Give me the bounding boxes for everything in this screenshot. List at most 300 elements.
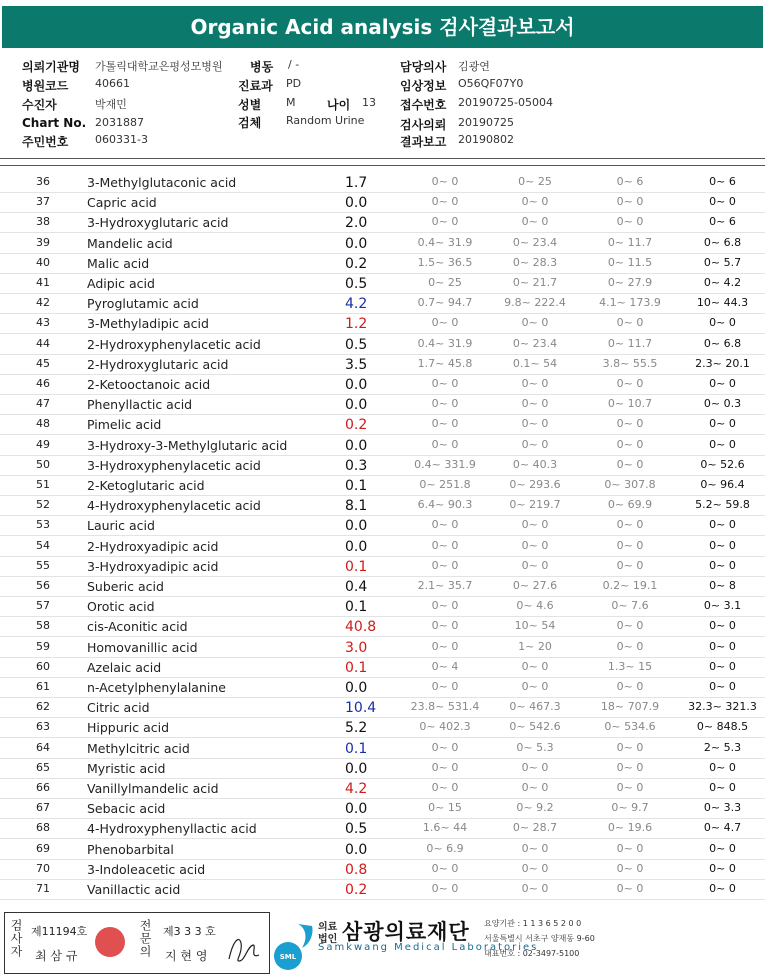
reference-range-2: 0~ 542.6 [509,720,561,734]
row-number: 38 [36,215,50,229]
table-row [0,738,765,759]
reference-range-4: 0~ 0 [709,841,736,855]
reference-range-4: 0~ 3.3 [703,801,742,815]
reference-range-1: 0~ 0 [431,518,459,532]
analyte-name: Myristic acid [87,760,166,776]
reference-range-1: 23.8~ 531.4 [410,700,480,714]
analyte-name: Lauric acid [87,518,155,534]
reference-range-4: 0~ 0 [709,781,736,794]
header-divider [0,158,765,159]
analyte-name: Suberic acid [87,579,164,594]
result-value: 0.0 [345,518,368,535]
analyte-name: 4-Hydroxyphenylacetic acid [87,498,261,514]
reference-range-2: 0~ 25 [518,175,552,188]
reference-range-4: 0~ 52.6 [700,457,745,471]
reference-range-1: 0~ 402.3 [419,720,471,734]
analyte-name: Phenyllactic acid [87,397,193,413]
reference-range-4: 0~ 0 [709,619,736,633]
row-number: 49 [36,437,50,451]
reference-range-4: 0~ 0 [709,538,736,552]
reference-range-1: 0~ 0 [431,760,459,774]
table-row [0,354,765,375]
inspector-seal-icon [95,927,125,957]
table-row [0,879,765,900]
reference-range-1: 6.4~ 90.3 [417,498,473,512]
row-number: 62 [36,700,50,714]
result-value: 4.2 [345,781,368,797]
row-number: 57 [36,599,50,613]
org-address: 서울특별시 서초구 양재동 9-60 [484,934,595,943]
reference-range-2: 9.8~ 222.4 [504,296,566,310]
result-value: 1.2 [345,316,368,333]
row-number: 36 [36,175,50,188]
reference-range-4: 0~ 0 [709,882,736,895]
reference-range-2: 0~ 0 [521,215,549,229]
reference-range-1: 1.7~ 45.8 [417,356,473,370]
row-number: 54 [36,538,50,552]
reference-range-1: 0~ 0 [431,437,459,451]
analyte-name: Hippuric acid [87,720,170,736]
reference-range-3: 1.3~ 15 [607,659,653,673]
reference-range-2: 0~ 0 [521,781,549,794]
analyte-name: Mandelic acid [87,235,173,251]
analyte-name: 3-Hydroxyphenylacetic acid [87,457,261,473]
reference-range-2: 1~ 20 [518,639,552,653]
row-number: 59 [36,639,50,653]
reference-range-4: 0~ 8 [709,579,736,592]
reference-range-3: 0~ 0 [616,861,644,875]
specimen-label: 검체 [238,116,262,130]
analyte-name: Malic acid [87,255,150,271]
table-row [0,798,765,819]
signature-box [4,912,270,974]
reference-range-4: 0~ 6.8 [703,235,742,249]
ward-value: / - [288,58,300,71]
analyte-name: Pimelic acid [87,417,162,433]
reference-range-3: 4.1~ 173.9 [599,296,661,310]
specialist-name: 지 현 영 [165,949,208,963]
result-value: 0.0 [345,437,368,454]
reference-range-1: 0~ 6.9 [426,841,464,855]
patient-info-section [0,56,765,152]
table-row [0,475,765,496]
table-row [0,677,765,698]
reference-range-3: 0~ 0 [616,377,644,390]
result-value: 0.8 [345,861,368,878]
report-title-bar [0,0,765,52]
reference-range-1: 0~ 0 [431,538,459,552]
row-number: 44 [36,336,50,350]
table-row [0,637,765,658]
table-row [0,313,765,334]
reference-range-2: 0~ 0 [521,538,549,552]
result-value: 0.0 [345,760,368,777]
reference-range-3: 0~ 0 [616,195,644,209]
row-number: 63 [36,720,50,734]
reference-range-1: 0~ 25 [428,276,462,289]
reference-range-4: 0~ 6.8 [703,336,742,350]
resident-no-label: 주민번호 [22,135,69,149]
reference-range-1: 0.4~ 31.9 [417,336,473,350]
row-number: 51 [36,478,50,491]
row-number: 56 [36,579,50,592]
reference-range-1: 0~ 251.8 [419,478,471,491]
reference-range-2: 0~ 0 [521,316,549,330]
reference-range-3: 0~ 0 [616,841,644,855]
reference-range-4: 0~ 0.3 [703,397,742,411]
result-value: 3.0 [345,639,368,656]
reference-range-4: 0~ 3.1 [703,599,742,613]
row-number: 68 [36,821,50,835]
row-number: 64 [36,740,50,754]
reference-range-3: 0~ 9.7 [611,801,649,815]
reference-range-1: 0~ 0 [431,195,459,209]
table-row [0,374,765,395]
reference-range-2: 0~ 0 [521,841,549,855]
table-row [0,334,765,355]
result-value: 0.1 [345,558,368,575]
reference-range-1: 0.4~ 31.9 [417,235,473,249]
result-value: 0.5 [345,336,368,353]
row-number: 46 [36,377,50,390]
clinical-info-label: 임상정보 [400,79,447,93]
analyte-name: 3-Methyladipic acid [87,316,209,332]
reference-range-3: 0~ 19.6 [607,821,653,835]
result-value: 0.0 [345,377,368,393]
reference-range-4: 0~ 0 [709,437,736,451]
reference-range-1: 1.6~ 44 [422,821,468,835]
reference-range-4: 10~ 44.3 [696,296,749,310]
reference-range-2: 10~ 54 [514,619,556,633]
institution-label: 의뢰기관명 [22,60,80,74]
reference-range-2: 0~ 293.6 [509,478,561,491]
reference-range-4: 2.3~ 20.1 [695,356,750,370]
reference-range-1: 0~ 0 [431,215,459,229]
analyte-name: 2-Hydroxyglutaric acid [87,356,229,372]
table-row [0,576,765,597]
row-number: 42 [36,296,50,310]
row-number: 58 [36,619,50,633]
row-number: 45 [36,356,50,370]
reference-range-3: 0~ 11.5 [607,255,653,269]
reference-range-3: 18~ 707.9 [600,700,660,714]
receipt-no-value: 20190725-05004 [458,96,553,109]
dept-label: 진료과 [238,79,273,93]
analyte-name: Azelaic acid [87,659,162,675]
reference-range-4: 32.3~ 321.3 [688,700,757,714]
reference-range-2: 0~ 0 [521,397,549,411]
reference-range-1: 0~ 15 [428,801,462,815]
reference-range-4: 0~ 4.7 [703,821,742,835]
reference-range-2: 0~ 0 [521,518,549,532]
reference-range-1: 0~ 0 [431,639,459,653]
dept-value: PD [286,77,302,90]
table-row [0,273,765,294]
analyte-name: Homovanillic acid [87,639,198,655]
result-value: 0.4 [345,579,368,595]
header-divider-2 [0,165,765,166]
result-value: 0.5 [345,276,368,292]
reference-range-1: 0~ 0 [431,740,459,754]
reference-range-4: 0~ 848.5 [696,720,749,734]
reference-range-1: 2.1~ 35.7 [417,579,473,592]
reference-range-3: 0~ 0 [616,538,644,552]
row-number: 40 [36,255,50,269]
result-value: 0.0 [345,801,368,818]
reference-range-4: 0~ 0 [709,377,736,390]
reference-range-3: 0~ 0 [616,215,644,229]
analyte-name: cis-Aconitic acid [87,619,188,635]
org-name: 삼광의료재단 [342,920,470,944]
analyte-name: 2-Ketoglutaric acid [87,478,205,493]
hospital-code-label: 병원코드 [22,79,69,93]
reference-range-3: 0~ 11.7 [607,336,653,350]
analyte-name: Orotic acid [87,599,155,615]
analyte-name: 3-Hydroxy-3-Methylglutaric acid [87,437,288,453]
reference-range-2: 0~ 0 [521,417,549,431]
age-label: 나이 [327,98,351,112]
table-row [0,717,765,738]
analyte-name: n-Acetylphenylalanine [87,680,226,695]
result-value: 40.8 [345,619,377,636]
reference-range-4: 0~ 0 [709,195,736,209]
table-row [0,839,765,860]
reference-range-2: 0~ 40.3 [512,457,558,471]
specialist-license: 제3 3 3 호 [163,925,216,938]
request-date-value: 20190725 [458,116,514,129]
analyte-name: Methylcitric acid [87,740,190,756]
reference-range-2: 0~ 0 [521,882,549,895]
result-value: 5.2 [345,720,368,737]
table-row [0,253,765,274]
row-number: 55 [36,558,50,572]
reference-range-3: 0~ 0 [616,680,644,693]
institution-value: 가톨릭대학교은평성모병원 [95,60,223,73]
reference-range-2: 0~ 0 [521,760,549,774]
result-value: 0.0 [345,235,368,252]
reference-range-2: 0~ 23.4 [512,336,558,350]
reference-range-1: 0.4~ 331.9 [414,457,476,471]
report-date-label: 결과보고 [400,135,447,149]
reference-range-2: 0.1~ 54 [512,356,558,370]
reference-range-4: 2~ 5.3 [703,740,742,754]
result-value: 0.3 [345,457,368,474]
reference-range-2: 0~ 28.3 [512,255,558,269]
table-row [0,596,765,617]
result-value: 0.2 [345,417,368,434]
table-row [0,616,765,637]
reference-range-2: 0~ 5.3 [516,740,554,754]
doctor-label: 담당의사 [400,60,447,74]
svg-text:SML: SML [279,953,297,961]
analyte-name: Pyroglutamic acid [87,296,199,312]
clinical-info-value: O56QF07Y0 [458,77,524,90]
table-row [0,172,765,193]
sex-value: M [286,96,296,109]
result-value: 0.1 [345,740,368,757]
analyte-name: 2-Hydroxyadipic acid [87,538,219,554]
table-row [0,758,765,779]
reference-range-2: 0~ 0 [521,437,549,451]
org-phone: 대표번호 : 02-3497-5100 [484,949,580,958]
result-value: 0.0 [345,680,368,696]
result-value: 0.0 [345,841,368,858]
reference-range-3: 0~ 6 [616,175,644,188]
analyte-name: Vanillactic acid [87,882,181,897]
care-code: 요양기관 : 1 1 3 6 5 2 0 0 [484,919,582,928]
specialist-label: 전문의 [138,919,152,958]
row-number: 41 [36,276,50,289]
reference-range-3: 0~ 0 [616,518,644,532]
result-value: 10.4 [345,700,377,717]
reference-range-3: 0~ 10.7 [607,397,653,411]
result-value: 0.2 [345,882,368,898]
reference-range-2: 0~ 0 [521,680,549,693]
reference-range-3: 3.8~ 55.5 [602,356,658,370]
reference-range-3: 0~ 11.7 [607,235,653,249]
reference-range-4: 0~ 0 [709,760,736,774]
result-value: 0.5 [345,821,368,838]
table-row [0,435,765,456]
reference-range-1: 1.5~ 36.5 [417,255,473,269]
result-value: 2.0 [345,215,368,232]
row-number: 43 [36,316,50,330]
reference-range-1: 0~ 0 [431,882,459,895]
reference-range-1: 0~ 0 [431,417,459,431]
analyte-name: Capric acid [87,195,157,211]
reference-range-2: 0~ 219.7 [509,498,561,512]
reference-range-2: 0~ 28.7 [512,821,558,835]
result-value: 0.1 [345,599,368,616]
reference-range-3: 0~ 0 [616,619,644,633]
reference-range-2: 0~ 4.6 [516,599,554,613]
reference-range-1: 0~ 0 [431,316,459,330]
result-value: 8.1 [345,498,368,515]
row-number: 50 [36,457,50,471]
analyte-name: Sebacic acid [87,801,166,817]
analyte-name: 4-Hydroxyphenyllactic acid [87,821,257,837]
report-date-value: 20190802 [458,133,514,146]
reference-range-2: 0~ 9.2 [516,801,554,815]
analyte-name: 3-Hydroxyglutaric acid [87,215,229,231]
reference-range-4: 0~ 4.2 [703,276,742,289]
reference-range-2: 0~ 0 [521,659,549,673]
inspector-license: 제11194호 [31,925,88,938]
row-number: 70 [36,861,50,875]
reference-range-4: 0~ 0 [709,680,736,693]
reference-range-4: 0~ 6 [709,215,736,229]
reference-range-3: 0~ 307.8 [604,478,656,491]
table-row [0,657,765,678]
reference-range-3: 0~ 0 [616,639,644,653]
row-number: 65 [36,760,50,774]
reference-range-2: 0~ 0 [521,377,549,390]
result-value: 4.2 [345,296,368,313]
table-row [0,192,765,213]
table-row [0,859,765,880]
table-row [0,536,765,557]
row-number: 53 [36,518,50,532]
specialist-signature-icon [223,931,263,967]
reference-range-1: 0~ 0 [431,599,459,613]
reference-range-3: 0~ 69.9 [607,498,653,512]
reference-range-3: 0~ 0 [616,558,644,572]
reference-range-3: 0~ 0 [616,882,644,895]
reference-range-2: 0~ 0 [521,195,549,209]
table-row [0,515,765,536]
table-row [0,778,765,799]
reference-range-3: 0~ 7.6 [611,599,649,613]
row-number: 37 [36,195,50,209]
org-name-en: Samkwang Medical Laboratories [318,942,539,953]
table-row [0,212,765,233]
result-value: 1.7 [345,175,368,191]
table-row [0,233,765,254]
reference-range-1: 0~ 4 [431,659,459,673]
reference-range-3: 0~ 0 [616,760,644,774]
reference-range-4: 0~ 0 [709,417,736,431]
reference-range-2: 0~ 0 [521,861,549,875]
inspector-name: 최 삼 규 [35,949,78,963]
reference-range-1: 0.7~ 94.7 [417,296,473,310]
row-number: 71 [36,882,50,895]
reference-range-4: 0~ 96.4 [700,478,745,491]
result-value: 0.0 [345,195,368,212]
result-value: 0.2 [345,255,368,272]
row-number: 52 [36,498,50,512]
row-number: 39 [36,235,50,249]
reference-range-4: 0~ 0 [709,518,736,532]
reference-range-1: 0~ 0 [431,619,459,633]
reference-range-4: 0~ 0 [709,861,736,875]
reference-range-1: 0~ 0 [431,680,459,693]
reference-range-1: 0~ 0 [431,377,459,390]
result-value: 0.0 [345,538,368,555]
reference-range-2: 0~ 21.7 [512,276,558,289]
reference-range-3: 0~ 0 [616,457,644,471]
reference-range-4: 0~ 0 [709,659,736,673]
analyte-name: 2-Hydroxyphenylacetic acid [87,336,261,352]
table-row [0,818,765,839]
reference-range-3: 0~ 0 [616,316,644,330]
reference-range-4: 5.2~ 59.8 [695,498,750,512]
reference-range-3: 0~ 0 [616,740,644,754]
result-value: 3.5 [345,356,368,373]
specimen-value: Random Urine [286,114,365,127]
hospital-code-value: 40661 [95,77,130,90]
reference-range-3: 0.2~ 19.1 [602,579,658,592]
analyte-name: 3-Indoleacetic acid [87,861,206,877]
table-row [0,697,765,718]
reference-range-1: 0~ 0 [431,558,459,572]
table-row [0,394,765,415]
reference-range-1: 0~ 0 [431,781,459,794]
reference-range-4: 0~ 5.7 [703,255,742,269]
patient-label: 수진자 [22,98,57,112]
report-title: Organic Acid analysis 검사결과보고서 [2,6,763,48]
patient-value: 박재민 [95,98,127,111]
chart-no-value: 2031887 [95,116,144,129]
reference-range-1: 0~ 0 [431,175,459,188]
analyte-name: 3-Methylglutaconic acid [87,175,237,190]
reference-range-2: 0~ 0 [521,558,549,572]
reference-range-3: 0~ 0 [616,781,644,794]
reference-range-4: 0~ 6 [709,175,736,188]
analyte-name: 3-Hydroxyadipic acid [87,558,219,574]
table-row [0,556,765,577]
reference-range-3: 0~ 534.6 [604,720,656,734]
table-row [0,293,765,314]
